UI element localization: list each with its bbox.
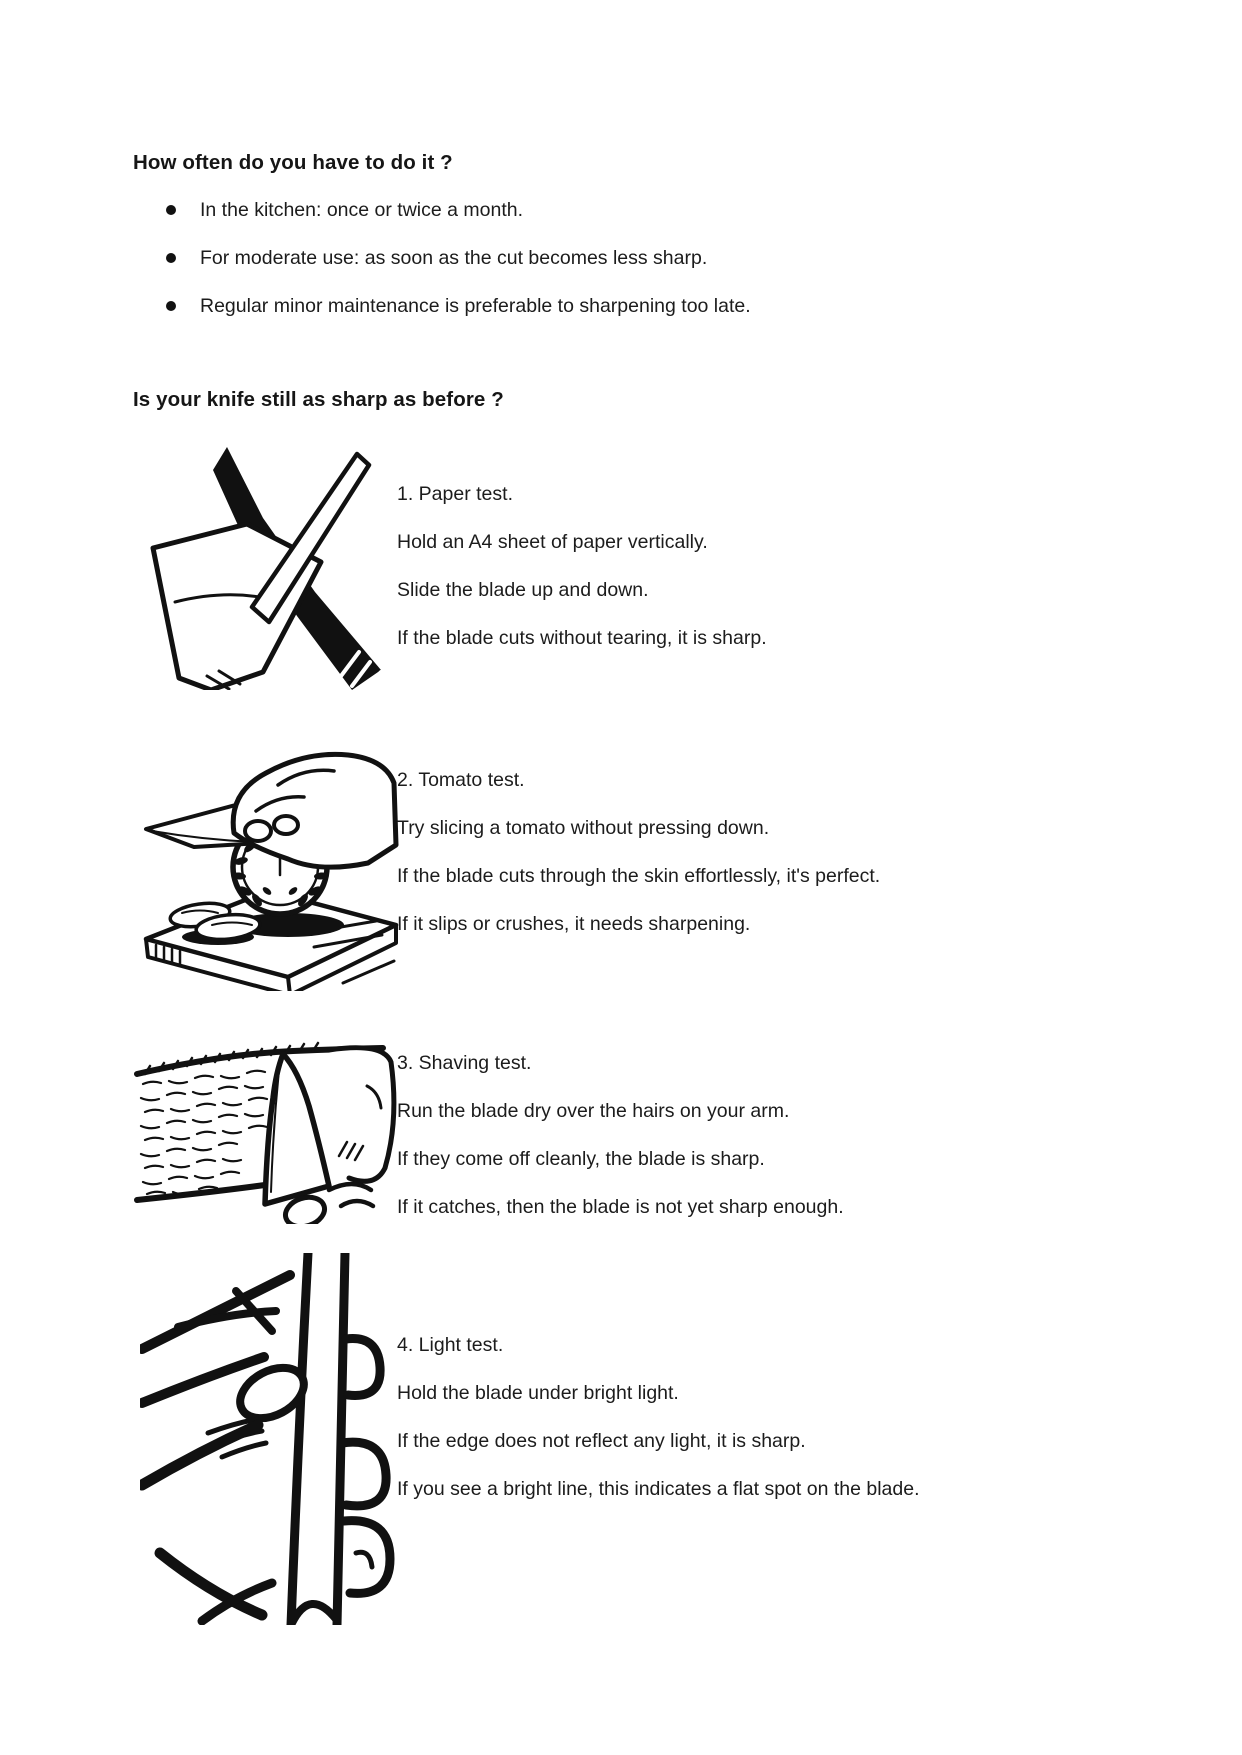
test-line: Slide the blade up and down. <box>397 578 649 601</box>
knife-cutting-paper-illustration <box>145 440 395 690</box>
test-line: Hold an A4 sheet of paper vertically. <box>397 530 708 553</box>
bullet-item <box>166 282 751 330</box>
test-line: If you see a bright line, this indicates a flat spot on the blade. <box>397 1477 920 1500</box>
paper-test-text <box>397 470 1157 662</box>
hand-holding-blade-illustration <box>140 1253 396 1625</box>
test-line: Hold the blade under bright light. <box>397 1381 679 1404</box>
tomato-test-text <box>397 756 1157 948</box>
shaving-test-text <box>397 1039 1157 1231</box>
test-title: 2. Tomato test. <box>397 768 525 791</box>
blade-shaving-arm-illustration <box>133 1028 399 1224</box>
test-title: 3. Shaving test. <box>397 1051 532 1074</box>
test-line: If the blade cuts through the skin effortlessly, it's perfect. <box>397 864 881 887</box>
light-test-text <box>397 1321 1157 1513</box>
bullet-icon <box>166 253 176 263</box>
bullet-text: For moderate use: as soon as the cut becomes less sharp. <box>200 246 708 269</box>
bullet-text: Regular minor maintenance is preferable to sharpening too late. <box>200 294 751 317</box>
knife-slicing-tomato-illustration <box>138 733 400 991</box>
test-title: 4. Light test. <box>397 1333 504 1356</box>
bullet-icon <box>166 205 176 215</box>
test-line: If it catches, then the blade is not yet sharp enough. <box>397 1195 844 1218</box>
test-line: If they come off cleanly, the blade is sharp. <box>397 1147 765 1170</box>
bullet-item <box>166 186 751 234</box>
frequency-heading: How often do you have to do it ? <box>133 151 453 174</box>
test-line: If the edge does not reflect any light, it is sharp. <box>397 1429 806 1452</box>
sharpness-heading: Is your knife still as sharp as before ? <box>133 388 504 411</box>
bullet-text: In the kitchen: once or twice a month. <box>200 198 524 221</box>
frequency-bullet-list <box>166 186 751 330</box>
test-line: If it slips or crushes, it needs sharpening. <box>397 912 751 935</box>
bullet-icon <box>166 301 176 311</box>
test-line: Try slicing a tomato without pressing down. <box>397 816 770 839</box>
test-line: If the blade cuts without tearing, it is sharp. <box>397 626 767 649</box>
bullet-item <box>166 234 751 282</box>
test-title: 1. Paper test. <box>397 482 513 505</box>
test-line: Run the blade dry over the hairs on your arm. <box>397 1099 790 1122</box>
